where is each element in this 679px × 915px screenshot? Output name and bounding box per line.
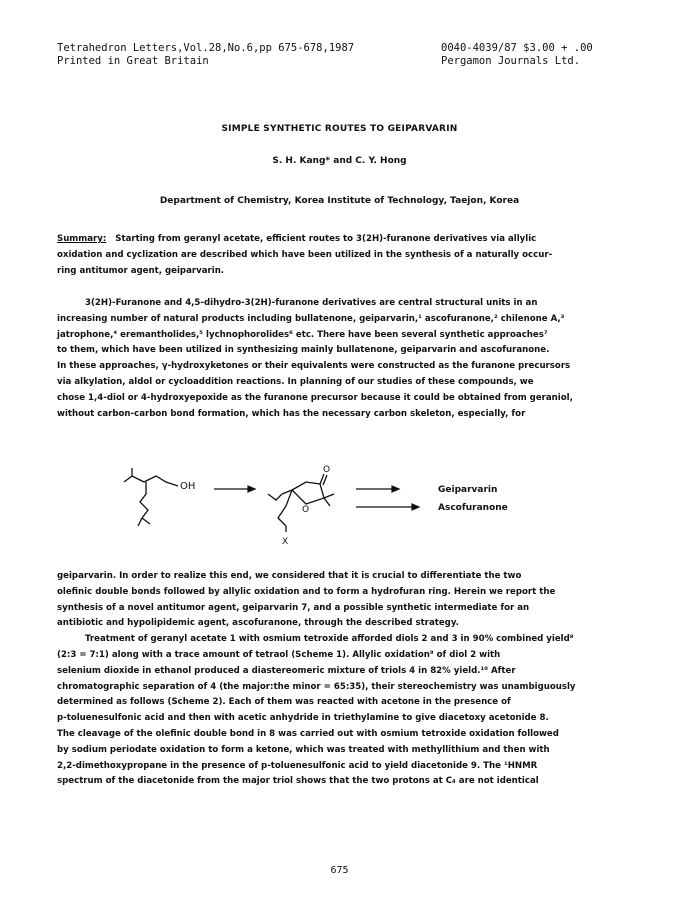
journal-citation	[57, 42, 354, 68]
summary-paragraph	[57, 232, 627, 279]
results-line: spectrum of the diacetonide from the major triol shows that the two protons at C₄ are not identical	[57, 776, 539, 787]
publisher-line: Pergamon Journals Ltd.	[441, 55, 581, 67]
results-line: 2,2-dimethoxypropane in the presence of p-toluenesulfonic acid to yield diacetonide 9. The ¹HNMR	[57, 760, 538, 771]
printed-in-line: Printed in Great Britain	[57, 55, 209, 67]
intro-line: In these approaches, γ-hydroxyketones or their equivalents were constructed as the furanone precursors	[57, 361, 571, 372]
paper-authors: S. H. Kang* and C. Y. Hong	[272, 156, 407, 166]
results-line	[57, 632, 627, 648]
results-line: antibiotic and hypolipidemic agent, ascofuranone, through the described strategy.	[57, 618, 459, 629]
paper-title: SIMPLE SYNTHETIC ROUTES TO GEIPARVARIN	[221, 124, 458, 134]
reaction-arrow-1	[214, 486, 255, 492]
hydroxyl-label: OH	[180, 481, 196, 492]
intro-text: 3(2H)-Furanone and 4,5-dihydro-3(2H)-furanone derivatives are central structural units in an	[85, 298, 538, 308]
product-ascofuranone: Ascofuranone	[438, 503, 508, 513]
results-line: chromatographic separation of 4 (the major:the minor = 65:35), their stereochemistry was unambiguously	[57, 681, 576, 692]
intro-line: via alkylation, aldol or cycloaddition reactions. In planning of our studies of these compounds, we	[57, 376, 534, 387]
summary-label: Summary:	[57, 234, 107, 244]
summary-line: ring antitumor agent, geiparvarin.	[57, 265, 225, 276]
ring-o-label: O	[302, 505, 310, 515]
results-text: Treatment of geranyl acetate 1 with osmium tetroxide afforded diols 2 and 3 in 90% combined yield⁸	[85, 634, 574, 645]
results-line: The cleavage of the olefinic double bond in 8 was carried out with osmium tetroxide oxidation followed	[57, 728, 559, 739]
paper-affiliation: Department of Chemistry, Korea Institute of Technology, Taejon, Korea	[159, 196, 520, 206]
summary-line: oxidation and cyclization are described which have been utilized in the synthesis of a naturally occur-	[57, 249, 553, 260]
results-line: p-toluenesulfonic acid and then with acetic anhydride in triethylamine to give diacetoxy acetonide 8.	[57, 713, 549, 724]
product-geiparvarin: Geiparvarin	[438, 485, 498, 495]
intro-line: chose 1,4-diol or 4-hydroxyepoxide as the furanone precursor because it could be obtained from geraniol,	[57, 392, 573, 403]
results-line: determined as follows (Scheme 2). Each of them was reacted with acetone in the presence of	[57, 697, 511, 708]
intro-line: to them, which have been utilized in synthesizing mainly bullatenone, geiparvarin and ascofuranone.	[57, 345, 550, 356]
results-line: (2:3 = 7:1) along with a trace amount of tetraol (Scheme 1). Allylic oxidation⁹ of diol 2 with	[57, 649, 501, 660]
results-line: selenium dioxide in ethanol produced a diastereomeric mixture of triols 4 in 82% yield.¹⁰ After	[57, 665, 516, 676]
intro-paragraph	[57, 296, 627, 422]
results-line: olefinic double bonds followed by allylic oxidation and to form a hydrofuran ring. Herein we report the	[57, 586, 556, 597]
issn-price-line: 0040-4039/87 $3.00 + .00	[441, 42, 593, 54]
retrosynthesis-scheme	[110, 460, 570, 550]
intro-line	[57, 296, 627, 312]
furanone-intermediate-structure	[268, 474, 334, 532]
citation-line: Tetrahedron Letters,Vol.28,No.6,pp 675-678,1987	[57, 42, 355, 54]
intro-line: without carbon-carbon bond formation, which has the necessary carbon skeleton, especially, for	[57, 408, 526, 419]
journal-code	[441, 42, 593, 68]
intro-line: jatrophone,⁴ eremantholides,⁵ lychnophorolides⁶ etc. There have been several synthetic approaches⁷	[57, 329, 548, 340]
carbonyl-o-label: O	[323, 465, 331, 475]
page-number: 675	[330, 865, 349, 876]
geraniol-derivative-structure	[124, 468, 178, 526]
results-line: geiparvarin. In order to realize this end, we considered that it is crucial to differentiate the two	[57, 571, 522, 581]
summary-text: Starting from geranyl acetate, efficient routes to 3(2H)-furanone derivatives via allylic	[115, 234, 537, 244]
results-paragraph	[57, 569, 627, 790]
reaction-arrow-2	[356, 486, 419, 510]
results-line: synthesis of a novel antitumor agent, geiparvarin 7, and a possible synthetic intermediate for an	[57, 602, 530, 613]
summary-line	[57, 232, 627, 248]
results-line: by sodium periodate oxidation to form a ketone, which was treated with methyllithium and then with	[57, 744, 550, 755]
x-substituent-label: X	[282, 537, 289, 547]
intro-line: increasing number of natural products including bullatenone, geiparvarin,¹ ascofuranone,² chilenone A,³	[57, 313, 565, 324]
